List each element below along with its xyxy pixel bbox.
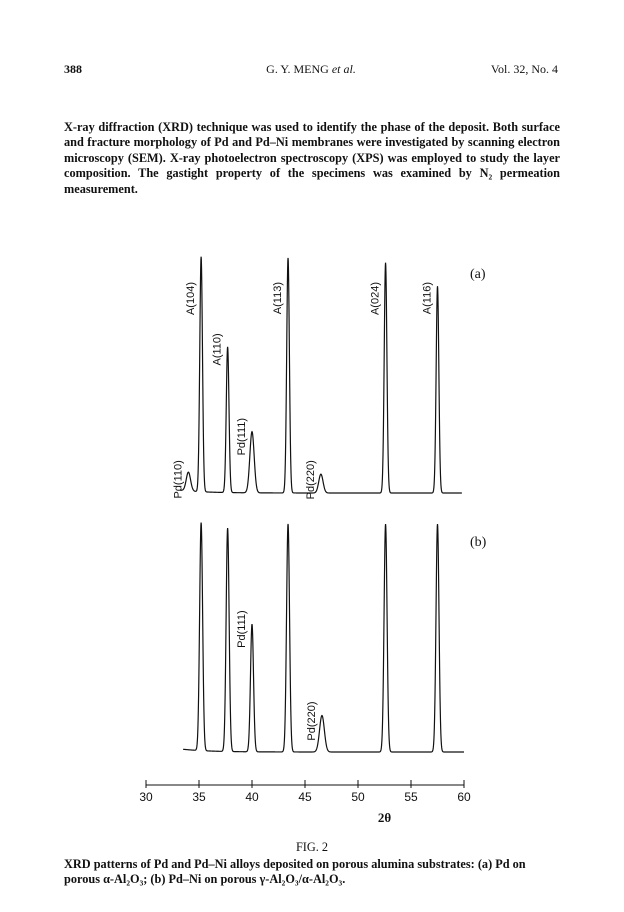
peak-label-0-1: A(104): [185, 282, 198, 316]
panel-label-1: (b): [470, 535, 487, 550]
peak-label-0-3: Pd(111): [236, 417, 248, 456]
x-tick-label-2: 40: [245, 790, 259, 804]
peak-label-1-4: Pd(220): [306, 701, 318, 741]
volume-info: Vol. 32, No. 4: [490, 62, 558, 76]
pattern-line-1: [183, 523, 464, 752]
x-tick-label-5: 55: [404, 790, 418, 804]
peak-label-0-2: A(110): [211, 333, 224, 366]
figure-label: FIG. 2: [295, 840, 329, 854]
x-tick-label-4: 50: [351, 790, 365, 804]
x-axis-label: 2θ: [377, 810, 392, 825]
peak-label-0-7: A(116): [421, 282, 434, 315]
x-tick-label-1: 35: [192, 790, 206, 804]
panel-label-0: (a): [470, 267, 486, 282]
peak-label-0-4: A(113): [272, 282, 284, 315]
x-tick-label-6: 60: [457, 790, 471, 804]
peak-label-1-2: Pd(111): [236, 610, 248, 648]
x-tick-label-0: 30: [139, 790, 153, 804]
peak-label-0-0: Pd(110): [172, 460, 185, 499]
peak-label-0-5: Pd(220): [304, 460, 317, 500]
pattern-line-0: [180, 257, 462, 493]
paragraph-text: X-ray diffraction (XRD) technique was used to identify the phase of the deposit. Both surface and fracture morphology of Pd and Pd–Ni membranes were investigated by scanning electron microscopy (SEM). X-ray photoelectron spectroscopy (XPS) was employed to study the layer composition. The gastight property of the specimens was examined by N₂ permeation measurement.: [64, 120, 560, 196]
figure-caption: [64, 840, 560, 887]
authors-italic: et al.: [331, 62, 356, 76]
page-number: 388: [64, 62, 82, 76]
authors-prefix: G. Y. MENG: [266, 62, 332, 76]
caption-text: XRD patterns of Pd and Pd–Ni alloys deposited on porous alumina substrates: (a) Pd on porous α-Al₂O₃; (b) Pd–Ni on porous γ-Al₂O₃/α-Al₂O₃.: [64, 857, 526, 886]
peak-label-0-6: A(024): [369, 282, 382, 316]
x-tick-label-3: 45: [298, 790, 312, 804]
